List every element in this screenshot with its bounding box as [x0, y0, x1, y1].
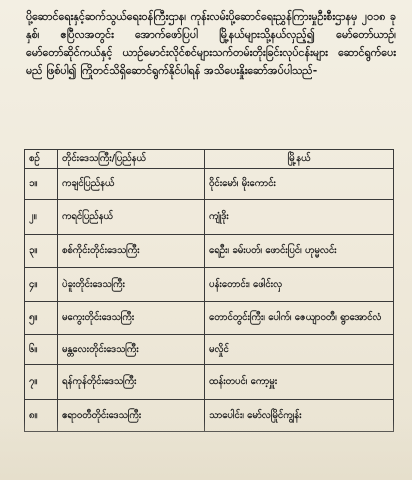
row-serial: ၆။	[25, 335, 58, 365]
header-region: တိုင်းဒေသကြီး/ပြည်နယ်	[58, 150, 205, 169]
row-townships: ဝိုင်းမော်၊ မိုးကောင်း	[205, 169, 394, 200]
table-row	[25, 302, 394, 335]
announcement-paragraph: ပို့ဆောင်ရေးနှင့်ဆက်သွယ်ရေးဝန်ကြီးဌာန၊ ကုန်းလမ်းပို့ဆောင်ရေးညွှန်ကြားမှုဦးစီးဌာနမှ ၂၀၁၈ ခုနှစ်၊ ဧပြီလအတွင်း အောက်ဖော်ပြပါ မြို့နယ်များသို့နယ်လှည့်၍ မော်တော်ယာဉ်၊ မော်တော်ဆိုင်ကယ်နှင့် ယာဉ်မောင်းလိုင်စင်များသက်တမ်းတိုးခြင်းလုပ်ငန်းများ ဆောင်ရွက်ပေးမည် ဖြစ်ပါ၍ ကြိုတင်သိရှိဆောင်ရွက်နိုင်ပါရန် အသိပေးနှိုးဆော်အပ်ပါသည်-	[26, 10, 396, 77]
row-region: ရန်ကုန်တိုင်းဒေသကြီး	[58, 365, 205, 400]
row-townships: ပန်းတောင်း၊ ဖေါင်းလှ	[205, 268, 394, 302]
row-region: မန္တလေးတိုင်းဒေသကြီး	[58, 335, 205, 365]
row-serial: ၈။	[25, 400, 58, 432]
row-townships: ထန်းတပင်၊ ကော့မှူး	[205, 365, 394, 400]
table-row	[25, 169, 394, 200]
table-row	[25, 235, 394, 268]
row-region: ကချင်ပြည်နယ်	[58, 169, 205, 200]
row-serial: ၄။	[25, 268, 58, 302]
row-townships: ရေဦး၊ ခမ်းပတ်၊ ဖောင်းပြင်၊ ဟုမ္မလင်း	[205, 235, 394, 268]
township-table	[24, 149, 394, 432]
row-region: ပဲခူးတိုင်းဒေသကြီး	[58, 268, 205, 302]
row-serial: ၁။	[25, 169, 58, 200]
row-serial: ၂။	[25, 200, 58, 235]
row-serial: ၃။	[25, 235, 58, 268]
header-serial: စဉ်	[25, 150, 58, 169]
table-row	[25, 365, 394, 400]
row-region: မကွေးတိုင်းဒေသကြီး	[58, 302, 205, 335]
row-region: ကရင်ပြည်နယ်	[58, 200, 205, 235]
row-townships: သာပေါင်း၊ မော်လမြိုင်ကျွန်း	[205, 400, 394, 432]
row-serial: ၅။	[25, 302, 58, 335]
table-row	[25, 200, 394, 235]
row-townships: ကျုံဒိုး	[205, 200, 394, 235]
page-shadow	[0, 420, 412, 480]
row-serial: ၇။	[25, 365, 58, 400]
row-townships: မလှိုင်	[205, 335, 394, 365]
header-township: မြို့နယ်	[205, 150, 394, 169]
row-region: စစ်ကိုင်းတိုင်းဒေသကြီး	[58, 235, 205, 268]
table-row	[25, 335, 394, 365]
row-townships: တောင်တွင်းကြီး၊ ပေါက်၊ ဇေယျာဝတီ၊ ရွာအောင်လံ	[205, 302, 394, 335]
row-region: ဧရာဝတီတိုင်းဒေသကြီး	[58, 400, 205, 432]
table-row	[25, 268, 394, 302]
table-header-row	[25, 150, 394, 169]
